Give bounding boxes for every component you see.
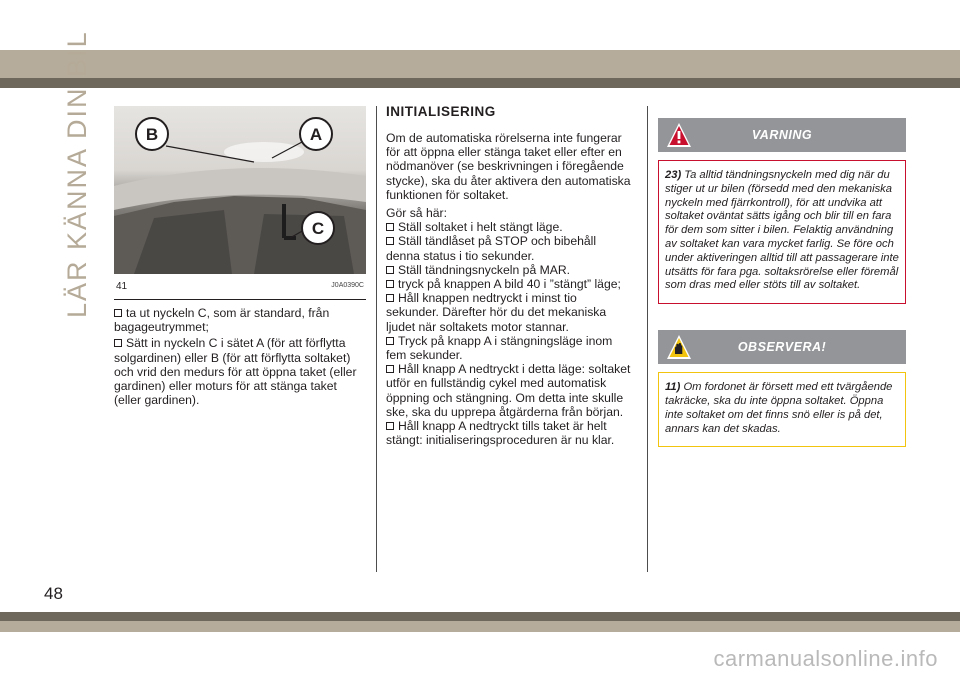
list-item <box>114 336 366 407</box>
notice-title: OBSERVERA! <box>737 340 827 355</box>
step-text: Ställ tändlåset på STOP och bibehåll denna status i tio sekunder. <box>386 234 597 263</box>
warning-triangle-icon <box>666 121 692 149</box>
checkbox-bullet-icon <box>386 294 394 302</box>
figure-label-b: B <box>145 125 159 144</box>
figure-caption-rule <box>114 299 366 300</box>
watermark: carmanualsonline.info <box>713 646 938 671</box>
step-text: Ställ tändningsnyckeln på MAR. <box>398 262 571 277</box>
checkbox-bullet-icon <box>386 280 394 288</box>
checkbox-bullet-icon <box>386 237 394 245</box>
checkbox-bullet-icon <box>386 266 394 274</box>
column-divider-1 <box>376 106 377 572</box>
steps-lead: Gör så här: <box>386 206 447 221</box>
list-item <box>114 306 366 334</box>
warning-header <box>658 118 906 152</box>
figure-code: J0A0390C <box>331 282 364 289</box>
step-text: Håll knappen nedtryckt i minst tio sekunder. Därefter hör du det mekaniska ljudet när soltakets motor stannar. <box>386 291 607 334</box>
step-item <box>386 291 632 334</box>
step-text: tryck på knappen A bild 40 i ”stängt” läge; <box>398 277 621 292</box>
intro-paragraph: Om de automatiska rörelserna inte fungerar för att öppna eller stänga taket eller efter en nödmanöver (se beskrivningen i föregående stycke), ska du åter aktivera den automatiska funktionen för soltaket. <box>386 131 631 202</box>
notice-ref: 11) <box>665 381 681 394</box>
step-text: Håll knapp A nedtryckt tills taket är helt stängt: initialiseringsproceduren är nu klar. <box>386 419 615 448</box>
footer-band-light <box>0 621 960 632</box>
callout-spacer <box>658 304 906 330</box>
list-item-text: ta ut nyckeln C, som är standard, från bagageutrymmet; <box>114 306 330 335</box>
page-number: 48 <box>44 584 63 603</box>
checkbox-bullet-icon <box>386 422 394 430</box>
notice-body <box>658 372 906 447</box>
step-item <box>386 419 632 447</box>
checkbox-bullet-icon <box>386 337 394 345</box>
checkbox-bullet-icon <box>114 309 122 317</box>
section-side-title: LÄR KÄNNA DIN BIL <box>62 30 92 318</box>
step-item <box>386 234 632 262</box>
step-item <box>386 277 632 291</box>
figure-label-c: C <box>311 219 325 238</box>
step-item <box>386 362 632 419</box>
step-text: Ställ soltaket i helt stängt läge. <box>398 220 563 235</box>
checkbox-bullet-icon <box>114 339 122 347</box>
warning-text: Ta alltid tändningsnyckeln med dig när du stiger ut ur bilen (försedd med den mekaniska nyckeln med fjärrkontroll), för att undvika att soltaket oväntat sätts igång och blir till en fara för dem som sitter i bilen. Felaktig användning av soltaket kan vara mycket farlig. Se före och under aktiveringen alltid till att passagerare inte utsätts för fara pga. soltaksrörelse eller föremål som dras med eller stöts till av soltaket. <box>665 169 899 292</box>
section-heading: INITIALISERING <box>386 104 496 119</box>
column-divider-2 <box>647 106 648 572</box>
step-item <box>386 334 632 362</box>
notice-hand-icon <box>666 333 692 361</box>
column-middle <box>386 104 632 447</box>
figure-caption <box>114 274 366 304</box>
figure-number: 41 <box>116 281 128 292</box>
warning-title: VARNING <box>751 128 813 142</box>
header-band-dark <box>0 78 960 88</box>
warning-body <box>658 160 906 304</box>
figure-illustration <box>114 106 366 274</box>
notice-text: Om fordonet är försett med ett tvärgående takräcke, ska du inte öppna soltaket. Öppna inte soltaket om det finns snö eller is på det, annars kan det skadas. <box>665 381 893 435</box>
step-text: Tryck på knapp A i stängningsläge inom fem sekunder. <box>386 333 613 363</box>
figure-sunroof-photo <box>114 106 366 274</box>
step-text: Håll knapp A nedtryckt i detta läge: soltaket utför en fullständig cykel med automatisk öppning och stängning. Om detta inte skulle ske, ska du upprepa åtgärderna från början. <box>386 362 631 419</box>
notice-header <box>658 330 906 364</box>
step-item <box>386 220 632 234</box>
figure-label-a: A <box>309 125 323 144</box>
column-left <box>114 106 366 407</box>
warning-ref: 23) <box>665 169 682 181</box>
list-item-text: Sätt in nyckeln C i sätet A (för att förflytta solgardinen) eller B (för att förflytta soltaket) och vrid den medurs för att öppna taket (eller gardinen) eller moturs för att stänga taket (eller gardinen). <box>114 336 357 408</box>
header-band-light <box>0 50 960 78</box>
checkbox-bullet-icon <box>386 365 394 373</box>
footer-band-dark <box>0 612 960 621</box>
column-right <box>658 118 906 447</box>
step-item <box>386 263 632 277</box>
checkbox-bullet-icon <box>386 223 394 231</box>
